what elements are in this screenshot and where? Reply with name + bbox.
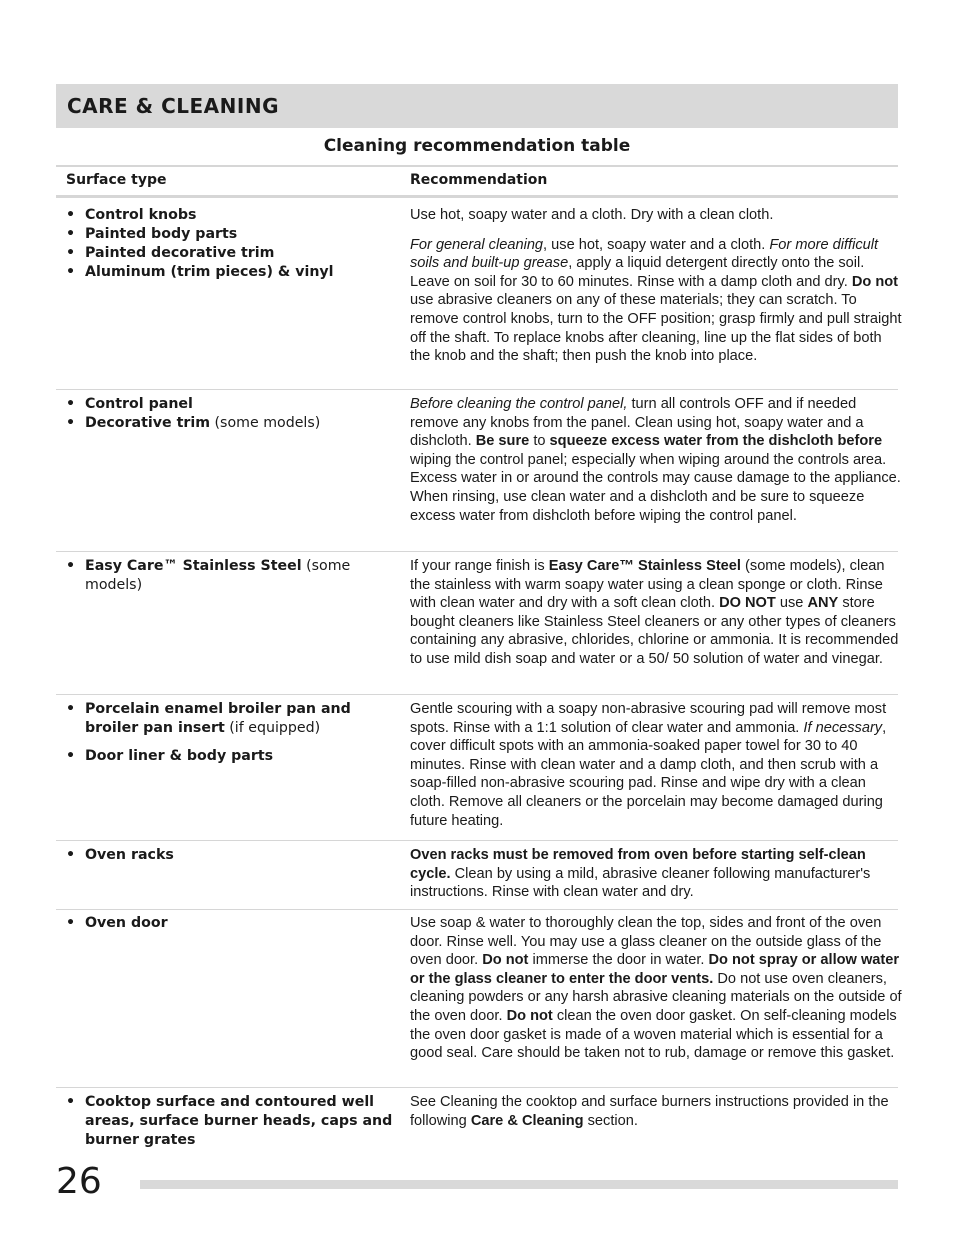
page-number: 26	[56, 1161, 102, 1202]
text-run: (some models)	[210, 415, 321, 431]
text-run: wiping the control panel; especially when wiping around the controls area. Excess water in or around the controls may cause damage to the appliance. When rinsing, use clean water and a dishcloth and be sure to squeeze excess water from dishcloth before wiping the control panel.	[410, 451, 901, 524]
text-run: Cooktop surface and contoured well areas, surface burner heads, caps and burner grates	[85, 1094, 393, 1148]
surface-cell	[66, 557, 396, 595]
recommendation-paragraph	[410, 236, 902, 366]
surface-type-item	[66, 700, 396, 738]
text-run: DO NOT	[719, 595, 776, 612]
table-title: Cleaning recommendation table	[323, 136, 631, 156]
text-run: Oven racks must be removed from oven before starting self-clean cycle.	[410, 847, 866, 882]
surface-type-item	[66, 747, 396, 766]
text-run: Do not use oven cleaners, cleaning powders or any harsh abrasive cleaning materials on the outside of the oven door.	[410, 970, 902, 1024]
text-run: Do not	[851, 273, 899, 290]
text-run: Oven racks	[85, 847, 174, 863]
text-run: turn all controls OFF and if needed remove any knobs from the panel. Clean using hot, soapy water and a dishcloth.	[410, 396, 864, 450]
recommendation-cell	[410, 846, 902, 902]
text-run: clean the oven door gasket. On self-cleaning models the oven door gasket is made of a woven material which is essential for a good seal. Care should be taken not to rub, damage or remove this gasket.	[410, 1007, 897, 1062]
row-divider	[56, 909, 898, 910]
section-header-bar	[56, 84, 898, 128]
text-run: (if equipped)	[224, 720, 321, 736]
text-run: use abrasive cleaners on any of these materials; they can scratch. To remove control knobs, turn to the OFF position; grasp firmly and pull straight off the shaft. To replace knobs after cleaning, line up the flat sides of both the knob and the shaft; then push the knob into place.	[410, 292, 902, 365]
surface-cell	[66, 846, 396, 865]
surface-type-item	[66, 263, 396, 282]
text-run: See Cleaning the cooktop and surface burners instructions provided in the following	[410, 1094, 889, 1129]
text-run: immerse the door in water.	[528, 952, 709, 969]
text-run: Before cleaning the control panel,	[410, 396, 628, 412]
text-run: , cover difficult spots with an ammonia-soaked paper towel for 30 to 40 minutes. Rinse with clean water and a damp cloth, and then scrub with a soap-filled non-abrasive scouring pad. Rinse and wipe dry with a clean cloth. Remove all cleaners or the porcelain may become damaged during future heating.	[410, 719, 887, 829]
recommendation-cell	[410, 914, 902, 1063]
surface-type-item	[66, 414, 396, 433]
text-run: (some models)	[85, 558, 351, 593]
surface-type-item	[66, 206, 396, 225]
text-run: Control knobs	[85, 207, 197, 223]
surface-type-item	[66, 225, 396, 244]
recommendation-cell	[410, 557, 902, 669]
row-divider	[56, 694, 898, 695]
text-run: Clean by using a mild, abrasive cleaner following manufacturer's instructions. Rinse with clean water and dry.	[410, 865, 871, 901]
text-run: (some models), clean the stainless with warm soapy water using a clean sponge or cloth. Rinse with clean water and dry with a soft clean cloth.	[410, 558, 885, 612]
text-run: For more difficult soils and built-up grease	[410, 236, 879, 272]
text-run: Control panel	[85, 396, 193, 412]
surface-cell	[66, 914, 396, 933]
text-run: Do not	[482, 952, 529, 969]
text-run: store bought cleaners like Stainless Steel cleaners or any other types of cleaners containing any abrasive, chlorides, chlorine or ammonia. It is recommended to use mild dish soap and water or a 50/ 50 solution of water and vinegar.	[410, 595, 899, 667]
text-run: to	[529, 433, 550, 450]
text-run: Care & Cleaning	[470, 1112, 584, 1129]
text-run: Use hot, soapy water and a cloth. Dry with a clean cloth.	[410, 207, 774, 223]
text-run: Easy Care™ Stainless Steel	[85, 558, 302, 574]
recommendation-paragraph	[410, 846, 902, 902]
surface-type-item	[66, 914, 396, 933]
recommendation-cell	[410, 700, 902, 830]
text-run: , use hot, soapy water and a cloth.	[543, 236, 770, 253]
section-title: CARE & CLEANING	[67, 94, 279, 118]
surface-type-item	[66, 557, 396, 595]
text-run: Painted body parts	[85, 226, 238, 242]
surface-cell	[66, 700, 396, 766]
footer-bar	[140, 1180, 898, 1189]
surface-type-item	[66, 1093, 396, 1150]
text-run: Painted decorative trim	[85, 245, 275, 261]
surface-type-item	[66, 395, 396, 414]
row-divider	[56, 840, 898, 841]
column-header-surface: Surface type	[66, 172, 167, 188]
text-run: Use soap & water to thoroughly clean the top, sides and front of the oven door. Rinse well. You may use a glass cleaner on the outside glass of the oven door.	[410, 915, 882, 969]
recommendation-paragraph	[410, 395, 902, 525]
recommendation-cell	[410, 1093, 902, 1130]
text-run: Aluminum (trim pieces) & vinyl	[85, 264, 334, 280]
text-run: Gentle scouring with a soapy non-abrasive scouring pad will remove most spots. Rinse with a 1:1 solution of clear water and ammonia.	[410, 701, 887, 736]
recommendation-paragraph	[410, 557, 902, 669]
row-divider	[56, 551, 898, 552]
text-run: use	[775, 595, 808, 612]
text-run: Do not	[506, 1007, 553, 1024]
text-run: If necessary	[803, 719, 883, 736]
text-run: Door liner & body parts	[85, 748, 274, 764]
row-divider	[56, 1087, 898, 1088]
surface-cell	[66, 1093, 396, 1150]
recommendation-paragraph	[410, 1093, 902, 1130]
text-run: For general cleaning	[410, 236, 544, 253]
recommendation-cell	[410, 206, 902, 366]
text-run: Be sure	[475, 433, 530, 450]
column-header-recommendation: Recommendation	[410, 172, 548, 188]
recommendation-paragraph	[410, 700, 902, 830]
surface-type-item	[66, 846, 396, 865]
surface-type-item	[66, 244, 396, 263]
text-run: Do not spray or allow water or the glass cleaner to enter the door vents.	[410, 952, 900, 987]
surface-cell	[66, 206, 396, 282]
text-run: Porcelain enamel broiler pan and broiler pan insert	[85, 701, 351, 736]
text-run: If your range finish is	[410, 558, 549, 574]
text-run: ANY	[807, 595, 839, 612]
recommendation-paragraph	[410, 206, 902, 225]
row-divider	[56, 389, 898, 390]
text-run: Easy Care™ Stainless Steel	[548, 558, 741, 574]
surface-cell	[66, 395, 396, 433]
text-run: , apply a liquid detergent directly onto the soil. Leave on soil for 30 to 60 minutes. Rinse with a damp cloth and dry.	[410, 255, 865, 290]
recommendation-paragraph	[410, 914, 902, 1063]
text-run: Oven door	[85, 915, 168, 931]
table-top-rule	[56, 165, 898, 167]
header-bottom-rule	[56, 195, 898, 198]
text-run: Decorative trim	[85, 415, 211, 431]
recommendation-cell	[410, 395, 902, 525]
text-run: squeeze excess water from the dishcloth before	[549, 433, 883, 450]
text-run: section.	[583, 1112, 638, 1129]
